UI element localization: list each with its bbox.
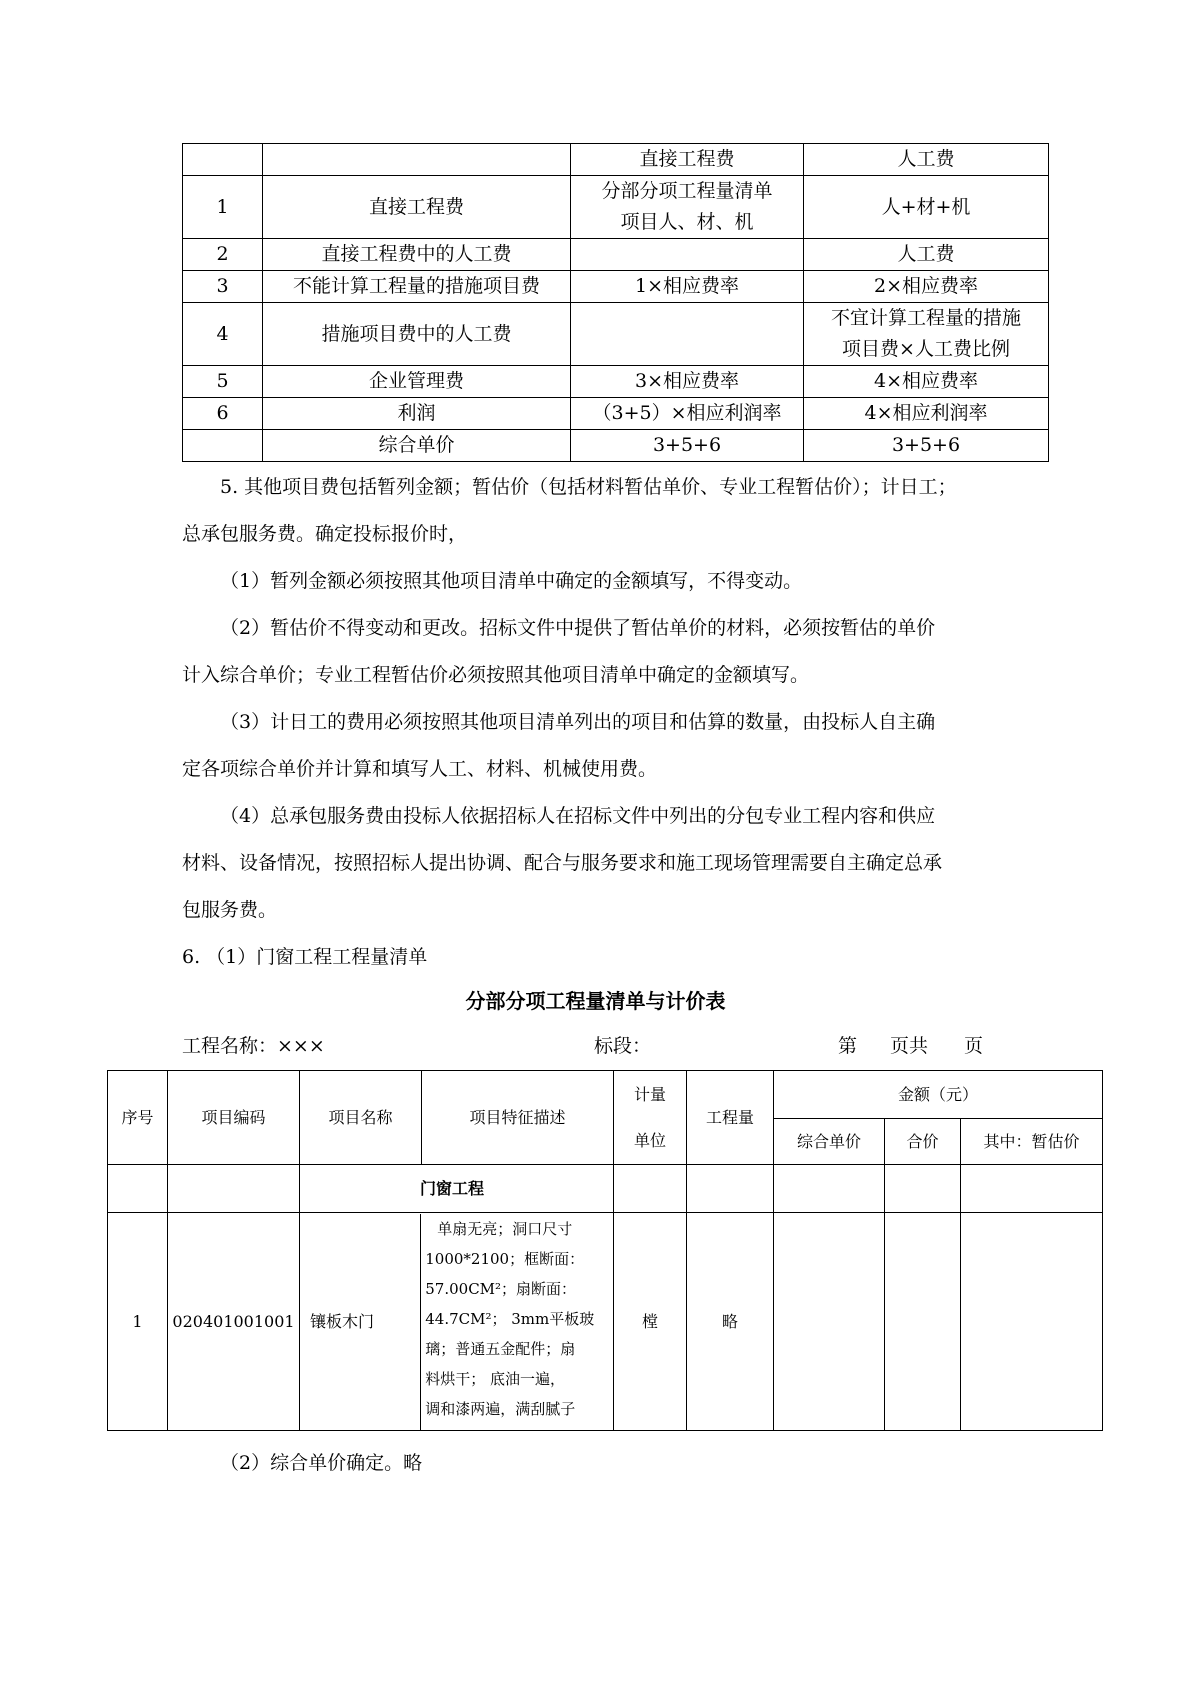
row-labor: 2×相应费率 [804, 271, 1049, 303]
item-seq: 1 [108, 1213, 168, 1431]
paragraph-line: （3）计日工的费用必须按照其他项目清单列出的项目和估算的数量，由投标人自主确 [220, 711, 936, 733]
paragraph-line: 定各项综合单价并计算和填写人工、材料、机械使用费。 [182, 758, 658, 780]
header-seq: 序号 [108, 1071, 168, 1165]
table-row [183, 366, 1049, 398]
row-direct: 3×相应费率 [571, 366, 804, 398]
paragraph-line: 材料、设备情况，按照招标人提出协调、配合与服务要求和施工现场管理需要自主确定总承 [182, 852, 943, 874]
cell-line: 单位 [633, 1130, 666, 1150]
desc-line: 1000*2100；框断面： [425, 1249, 585, 1268]
table-header-row [108, 1071, 1103, 1119]
paragraph-line: 5. 其他项目费包括暂列金额；暂估价（包括材料暂估单价、专业工程暂估价）；计日工； [220, 476, 957, 498]
row-item: 利润 [263, 398, 571, 430]
row-direct: 1×相应费率 [571, 271, 804, 303]
group-row [108, 1165, 1103, 1213]
header-cell [183, 144, 263, 176]
row-labor [804, 303, 1049, 366]
desc-line: 料烘干； 底油一遍， [425, 1369, 566, 1388]
row-item: 不能计算工程量的措施项目费 [263, 271, 571, 303]
item-description [420, 1214, 613, 1430]
row-number: 4 [183, 303, 263, 366]
header-code: 项目编码 [168, 1071, 300, 1165]
paragraph-line: 6. （1）门窗工程工程量清单 [182, 946, 428, 968]
paragraph-line: （2）暂估价不得变动和更改。招标文件中提供了暂估单价的材料，必须按暂估的单价 [220, 617, 936, 639]
paragraph-line: 总承包服务费。确定投标报价时， [182, 523, 468, 545]
header-amount: 金额（元） [774, 1071, 1103, 1119]
row-number: 3 [183, 271, 263, 303]
header-qty: 工程量 [687, 1071, 774, 1165]
row-direct [571, 303, 804, 366]
table-header-row [183, 144, 1049, 176]
desc-line: 单扇无亮；洞口尺寸 [437, 1219, 573, 1238]
table-row [183, 303, 1049, 366]
item-code: 020401001001 [168, 1213, 300, 1431]
section-label: 标段： [594, 1035, 652, 1057]
table-cell [108, 1165, 168, 1213]
paragraph-line: （2）综合单价确定。略 [220, 1452, 423, 1474]
paragraph-line: （1）暂列金额必须按照其他项目清单中确定的金额填写，不得变动。 [220, 570, 803, 592]
row-labor: 4×相应费率 [804, 366, 1049, 398]
item-total [885, 1213, 961, 1431]
item-name: 镶板木门 [310, 1311, 375, 1331]
item-provisional [961, 1213, 1103, 1431]
row-labor: 3+5+6 [804, 430, 1049, 462]
paragraph-line: 计入综合单价；专业工程暂估价必须按照其他项目清单中确定的金额填写。 [182, 664, 810, 686]
paragraph-5 [182, 464, 1012, 981]
row-item: 综合单价 [263, 430, 571, 462]
header-total: 合价 [885, 1119, 961, 1165]
row-labor: 4×相应利润率 [804, 398, 1049, 430]
item-qty: 略 [687, 1213, 774, 1431]
group-label-text: 门窗工程 [420, 1178, 485, 1198]
header-provisional: 其中：暂估价 [961, 1119, 1103, 1165]
row-number: 1 [183, 176, 263, 239]
row-labor: 人+材+机 [804, 176, 1049, 239]
header-desc: 项目特征描述 [422, 1071, 614, 1165]
header-cell [263, 144, 571, 176]
table-row [183, 398, 1049, 430]
table-row [183, 430, 1049, 462]
cell-line: 项目费×人工费比例 [842, 338, 1010, 360]
table-cell [614, 1165, 687, 1213]
row-direct: （3+5）×相应利润率 [571, 398, 804, 430]
row-number: 6 [183, 398, 263, 430]
row-direct [571, 239, 804, 271]
cell-line: 项目人、材、机 [620, 211, 754, 233]
row-number [183, 430, 263, 462]
cell-line: 不宜计算工程量的措施 [830, 307, 1021, 329]
row-direct [571, 176, 804, 239]
project-name: 工程名称：××× [182, 1035, 325, 1057]
desc-line: 57.00CM²；扇断面： [425, 1279, 577, 1298]
table-row [183, 239, 1049, 271]
header-name: 项目名称 [300, 1071, 422, 1165]
row-item: 直接工程费中的人工费 [263, 239, 571, 271]
item-name-desc [300, 1213, 614, 1431]
cell-line: 分部分项工程量清单 [601, 180, 773, 202]
table-cell [961, 1165, 1103, 1213]
row-labor: 人工费 [804, 239, 1049, 271]
page-end-label: 页 [964, 1035, 984, 1057]
paragraph-line: （4）总承包服务费由投标人依据招标人在招标文件中列出的分包专业工程内容和供应 [220, 805, 936, 827]
group-label [300, 1165, 614, 1213]
row-item: 企业管理费 [263, 366, 571, 398]
table-cell [687, 1165, 774, 1213]
paragraph-6-2 [182, 1440, 1012, 1487]
table-title: 分部分项工程量清单与计价表 [465, 989, 726, 1013]
header-unit-price: 综合单价 [774, 1119, 885, 1165]
unit-price-composition-table [182, 143, 1049, 462]
item-unit-price [774, 1213, 885, 1431]
table-row [183, 176, 1049, 239]
table-cell [168, 1165, 300, 1213]
row-item: 措施项目费中的人工费 [263, 303, 571, 366]
cell-line: 计量 [633, 1084, 666, 1104]
table-row [183, 271, 1049, 303]
row-number: 5 [183, 366, 263, 398]
desc-line: 璃；普通五金配件；扇 [425, 1339, 576, 1358]
table-cell [885, 1165, 961, 1213]
page-total-label: 页共 [890, 1035, 929, 1057]
header-labor-cost: 人工费 [804, 144, 1049, 176]
paragraph-line: 包服务费。 [182, 899, 278, 921]
item-unit: 樘 [614, 1213, 687, 1431]
row-number: 2 [183, 239, 263, 271]
table-cell [774, 1165, 885, 1213]
row-direct: 3+5+6 [571, 430, 804, 462]
table-row [108, 1213, 1103, 1431]
row-item: 直接工程费 [263, 176, 571, 239]
header-unit [614, 1071, 687, 1165]
desc-line: 44.7CM²； 3mm平板玻 [425, 1309, 595, 1328]
header-direct-cost: 直接工程费 [571, 144, 804, 176]
bill-of-quantities-table [107, 1070, 1103, 1431]
desc-line: 调和漆两遍，满刮腻子 [425, 1399, 576, 1418]
page-number-label: 第 [838, 1035, 858, 1057]
